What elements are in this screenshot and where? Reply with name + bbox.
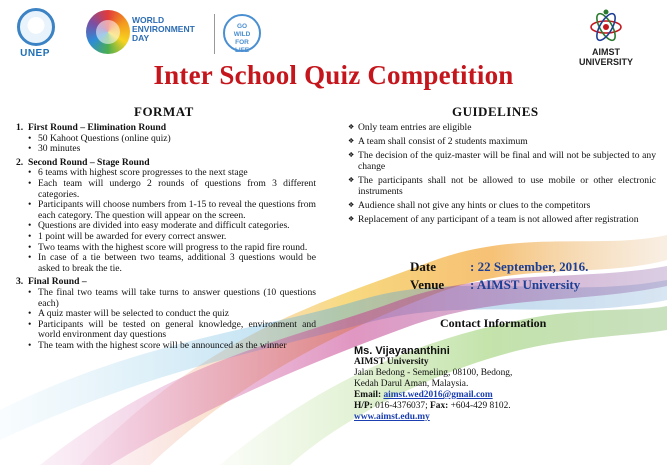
contact-org: AIMST University	[354, 357, 429, 367]
wed-text-line: ENVIRONMENT	[132, 24, 195, 34]
aimst-text-line: UNIVERSITY	[578, 57, 633, 67]
date-value	[470, 259, 588, 275]
hp-value: 016-4376037;	[375, 401, 428, 411]
poster-title: Inter School Quiz Competition	[153, 60, 514, 90]
contact-block	[354, 345, 614, 423]
unep-logo-text: UNEP	[20, 48, 50, 59]
guidelines-heading: GUIDELINES	[452, 104, 539, 119]
contact-phone-row	[354, 401, 614, 412]
venue-value	[470, 277, 580, 293]
contact-email-row	[354, 390, 614, 401]
list-item: • 50 Kahoot Questions (online quiz)	[38, 134, 316, 145]
wed-text-line: DAY	[132, 33, 150, 43]
format-heading: FORMAT	[134, 104, 194, 119]
date-label: Date	[410, 259, 436, 274]
go-wild-for-life-logo	[214, 14, 261, 54]
unep-globe-icon	[17, 8, 55, 46]
fax-value: +604-429 8102.	[450, 401, 511, 411]
round-items	[16, 134, 316, 155]
round-title-text: First Round – Elimination Round	[28, 122, 167, 133]
list-item: • Participants will be tested on general knowledge, environment and world environment day questions	[38, 320, 316, 341]
round-title-text: Second Round – Stage Round	[28, 156, 150, 168]
life-text-line: WILD	[233, 31, 251, 38]
round-title-text: Final Round –	[28, 276, 87, 288]
list-item: • 30 minutes	[38, 144, 316, 155]
contact-heading: Contact Information	[440, 316, 547, 330]
unep-logo	[14, 8, 56, 59]
wed-text-line: WORLD	[132, 15, 165, 25]
website-link[interactable]: www.aimst.edu.my	[354, 412, 430, 422]
list-item: • In case of a tie between two teams, additional 3 questions would be asked to break the tie.	[38, 253, 316, 274]
venue-value-text: : AIMST University	[470, 277, 581, 292]
list-item: ❖ Only team entries are eligible	[358, 122, 656, 133]
world-environment-day-logo	[86, 10, 204, 54]
list-item: • 1 point will be awarded for every correct answer.	[38, 232, 316, 243]
guidelines-list	[348, 122, 656, 225]
life-text-line: LIFE	[234, 47, 250, 54]
list-item: • The team with the highest score will be announced as the winner	[38, 341, 316, 352]
life-text-line: GO	[236, 23, 248, 30]
list-item: • Two teams with the highest score will progress to the rapid fire round.	[38, 243, 316, 254]
list-item: ❖ A team shall consist of 2 students maximum	[358, 136, 656, 147]
format-section	[16, 122, 316, 351]
hp-label: H/P:	[354, 401, 373, 411]
list-item: • Questions are divided into easy moderate and difficult categories.	[38, 221, 316, 232]
contact-address-line: Jalan Bedong - Semeling, 08100, Bedong,	[354, 368, 513, 378]
wed-logo-text	[132, 16, 195, 43]
list-item: • A quiz master will be selected to conduct the quiz	[38, 309, 316, 320]
list-item: • Each team will undergo 2 rounds of questions from 3 different categories.	[38, 179, 316, 200]
list-item: ❖ Audience shall not give any hints or clues to the competitors	[358, 200, 656, 211]
guidelines-section	[348, 122, 656, 228]
list-item: • The final two teams will take turns to answer questions (10 questions each)	[38, 288, 316, 309]
fax-label: Fax:	[430, 401, 449, 411]
list-item: ❖ The decision of the quiz-master will be final and will not be subjected to any change	[358, 150, 656, 172]
round-title	[16, 123, 316, 134]
date-value-text: : 22 September, 2016.	[470, 259, 589, 274]
contact-address-line: Kedah Darul Aman, Malaysia.	[354, 379, 469, 389]
atom-icon	[589, 8, 623, 42]
go-wild-for-life-badge	[223, 14, 261, 52]
contact-name: Ms. Vijayananthini	[354, 345, 450, 357]
life-text-line: FOR	[235, 39, 249, 46]
aimst-logo	[571, 8, 641, 67]
email-link[interactable]: aimst.wed2016@gmail.com	[383, 390, 493, 400]
venue-label: Venue	[410, 277, 445, 292]
aimst-text-line: AIMST	[592, 47, 620, 57]
fingerprint-icon	[86, 10, 130, 54]
round-items	[16, 168, 316, 274]
list-item: • Participants will choose numbers from 1-15 to reveal the questions from each category. The question will appear on the screen.	[38, 200, 316, 221]
round-number: 1.	[16, 122, 24, 133]
round-items	[16, 288, 316, 352]
email-label: Email:	[354, 390, 382, 400]
list-item: ❖ Replacement of any participant of a team is not allowed after registration	[358, 214, 656, 225]
round-number: 3.	[16, 276, 24, 288]
round-number: 2.	[16, 156, 24, 168]
list-item: • 6 teams with highest score progresses to the next stage	[38, 168, 316, 179]
list-item: ❖ The participants shall not be allowed to use mobile or other electronic instruments	[358, 175, 656, 197]
